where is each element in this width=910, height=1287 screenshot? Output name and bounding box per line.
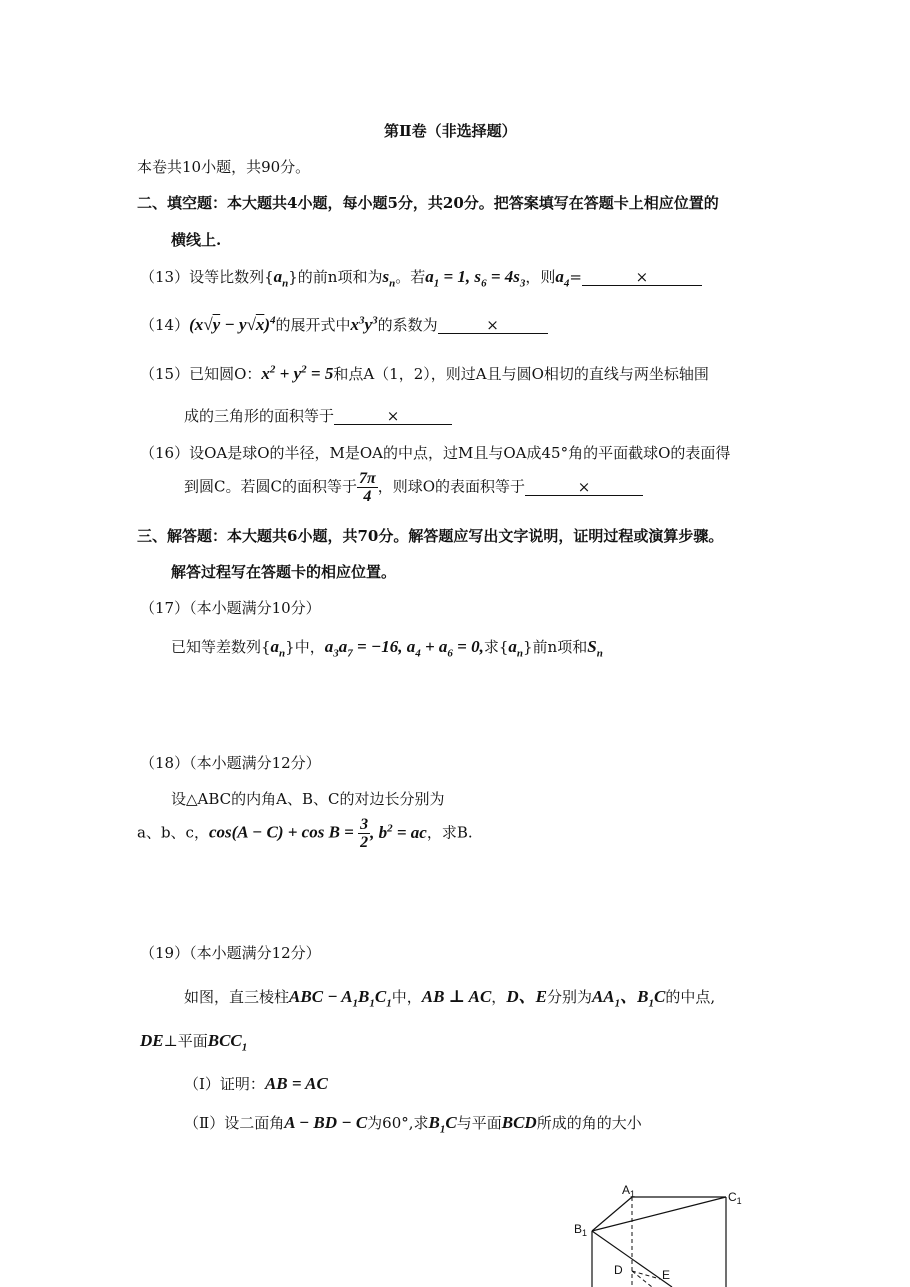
- text: =: [569, 268, 582, 286]
- math: , $b^2$ = ac: [370, 821, 427, 842]
- text: }的前n项和为: [288, 268, 383, 286]
- question-16: [140, 442, 730, 463]
- part2-heading-cont: 横线上.: [171, 231, 222, 249]
- math: $s_n$: [382, 267, 396, 290]
- fraction-denominator: 4: [363, 488, 372, 505]
- question-19-part1: [184, 1073, 328, 1094]
- label-d: D: [614, 1263, 623, 1277]
- question-15: [140, 363, 709, 384]
- math: D、E: [506, 987, 547, 1006]
- answer-blank[interactable]: ×: [525, 479, 643, 496]
- question-number: （13）: [140, 268, 190, 286]
- part3-heading: 三、解答题：本大题共6小题，共70分。解答题应写出文字说明，证明过程或演算步骤。: [137, 527, 724, 545]
- part2-heading: 二、填空题：本大题共4小题，每小题5分，共20分。把答案填写在答题卡上相应位置的: [137, 194, 719, 212]
- math: BCD: [501, 1113, 537, 1132]
- prism-figure: [560, 1175, 760, 1287]
- text: ，求B.: [426, 823, 473, 842]
- text: 为60°,求: [367, 1114, 429, 1132]
- text: 的中点,: [665, 988, 716, 1006]
- label-e: E: [662, 1268, 671, 1282]
- math: $S_n$: [587, 637, 603, 660]
- text: 设OA是球O的半径，M是OA的中点，过M且与OA成45°角的平面截球O的表面得: [189, 444, 731, 462]
- text: 的展开式中: [275, 316, 351, 334]
- math: cos(A − C) + cos B =: [208, 822, 359, 842]
- text: 到圆C。若圆C的面积等于: [184, 477, 357, 496]
- fraction-numerator: 3: [360, 816, 369, 833]
- question-13: [140, 266, 702, 289]
- label-a1: $A_1$: [622, 1183, 636, 1199]
- math: $a_n$: [273, 267, 289, 290]
- text: （Ⅰ）证明：: [184, 1075, 265, 1093]
- label-b1: $B_1$: [574, 1222, 588, 1238]
- math: $(x√y - y√x)^4$: [189, 314, 276, 334]
- question-19-header: （19）（本小题满分12分）: [140, 944, 321, 962]
- text: （Ⅱ）设二面角: [184, 1114, 285, 1132]
- text: 中，: [391, 988, 422, 1006]
- text: 分别为: [546, 988, 592, 1006]
- answer-blank[interactable]: ×: [334, 408, 452, 425]
- math: $AA_1$、$B_1C$: [591, 987, 666, 1010]
- text: 和点A（1，2），则过A且与圆O相切的直线与两坐标轴围: [333, 365, 709, 383]
- math: ABC − $A_1B_1C_1$: [289, 987, 392, 1010]
- question-18-line1: 设△ABC的内角A、B、C的对边长分别为: [171, 790, 445, 808]
- text: 已知圆O：: [189, 365, 262, 383]
- question-17-header: （17）（本小题满分10分）: [140, 599, 321, 617]
- intro-text: 本卷共10小题，共90分。: [137, 158, 311, 176]
- text: a、b、c，: [137, 823, 209, 842]
- text: }前n项和: [523, 638, 588, 656]
- text: 的系数为: [377, 316, 438, 334]
- math: AB ⊥ AC: [421, 987, 492, 1006]
- fraction: [358, 816, 370, 851]
- label-c1: $C_1$: [728, 1190, 742, 1206]
- fraction-numerator: 7π: [358, 470, 376, 487]
- question-18: [137, 816, 473, 851]
- question-19-part2: [184, 1112, 642, 1135]
- question-number: （15）: [140, 365, 190, 383]
- text: 如图，直三棱柱: [184, 988, 290, 1006]
- text: ⊥平面: [163, 1032, 208, 1050]
- text: 已知等差数列{: [171, 638, 271, 656]
- fraction: [357, 470, 378, 505]
- text: 与平面: [456, 1114, 502, 1132]
- text: ，: [491, 988, 507, 1006]
- math: A − BD − C: [284, 1113, 368, 1132]
- section-title: 第Ⅱ卷（非选择题）: [384, 122, 517, 140]
- question-15-cont: [184, 405, 452, 426]
- text: }中，: [285, 638, 325, 656]
- math: $x^3y^3$: [350, 314, 378, 334]
- math: $a_n$: [508, 637, 524, 660]
- math: $BCC_1$: [207, 1031, 248, 1054]
- math: $a_3a_7 = -16$, $a_4 + a_6 = 0$,: [324, 637, 484, 660]
- math: DE: [140, 1031, 164, 1050]
- text: 求{: [483, 638, 509, 656]
- math: $a_1 = 1$, $s_6 = 4s_3$: [425, 267, 526, 290]
- question-number: （16）: [140, 444, 190, 462]
- answer-blank[interactable]: ×: [438, 317, 548, 334]
- question-17: [171, 636, 603, 659]
- text: 所成的角的大小: [536, 1114, 642, 1132]
- text: 成的三角形的面积等于: [184, 407, 335, 425]
- math: $a_n$: [270, 637, 286, 660]
- part3-heading-cont: 解答过程写在答题卡的相应位置。: [171, 563, 397, 581]
- question-19-cont: [140, 1030, 247, 1053]
- question-number: （14）: [140, 316, 190, 334]
- math: $B_1C$: [428, 1113, 457, 1136]
- question-18-header: （18）（本小题满分12分）: [140, 754, 321, 772]
- math: $a_4$: [555, 267, 570, 290]
- text: ，则球O的表面积等于: [377, 477, 526, 496]
- answer-blank[interactable]: ×: [582, 269, 702, 286]
- text: 设等比数列{: [189, 268, 274, 286]
- text: ，则: [525, 268, 556, 286]
- math: AB = AC: [264, 1074, 328, 1093]
- question-19: [184, 982, 715, 1009]
- question-14: [140, 314, 548, 335]
- text: 。若: [395, 268, 426, 286]
- fraction-denominator: 2: [360, 834, 369, 851]
- question-16-cont: [184, 470, 643, 505]
- math: $x^2 + y^2 = 5$: [261, 363, 334, 383]
